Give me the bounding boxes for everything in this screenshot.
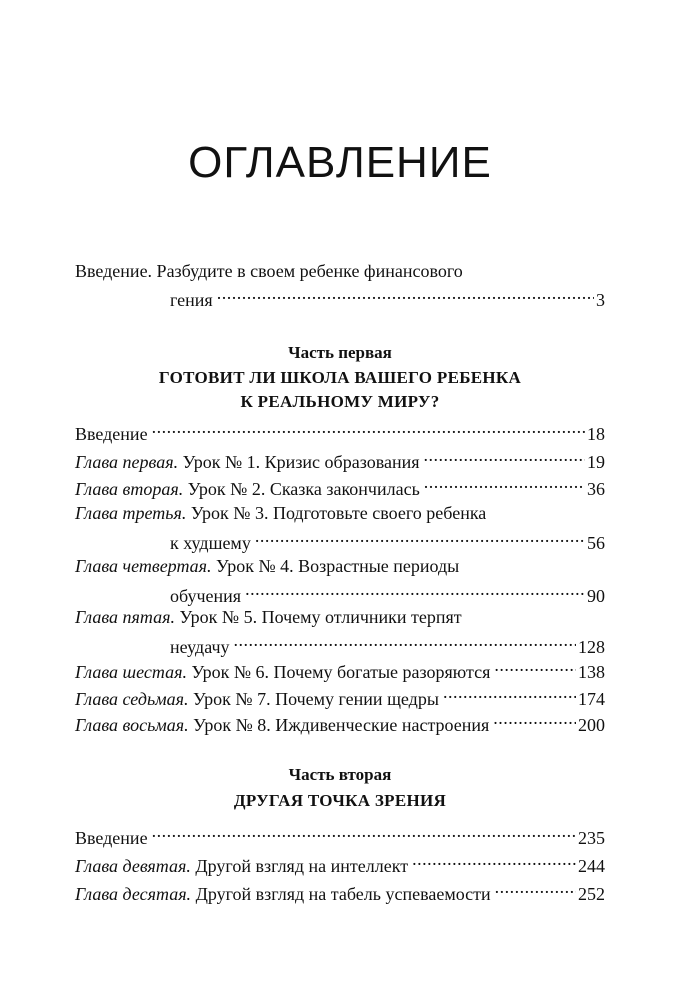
- toc-entry-continuation: [75, 527, 605, 553]
- toc-entry-text: Урок № 5. Почему отличники терпят: [175, 607, 462, 627]
- toc-page-number: 235: [578, 828, 605, 848]
- dot-leader: [424, 473, 585, 495]
- toc-entry-continuation: [75, 580, 605, 606]
- toc-chapter-label: Глава шестая.: [75, 662, 187, 682]
- toc-page-number: 19: [587, 452, 605, 472]
- toc-entry-text: Введение: [75, 828, 148, 848]
- dot-leader: [234, 631, 576, 653]
- toc-chapter-label: Глава пятая.: [75, 607, 175, 627]
- toc-entry-text: Урок № 2. Сказка закончилась: [183, 479, 420, 499]
- toc-entry: [75, 878, 605, 904]
- toc-entry: [75, 604, 605, 630]
- toc-entry: [75, 656, 605, 682]
- toc-entry-text: Урок № 3. Подготовьте своего ребенка: [186, 503, 487, 523]
- toc-entry-continuation: [75, 631, 605, 657]
- toc-entry-text: неудачу: [170, 637, 230, 657]
- toc-page-number: 244: [578, 856, 605, 876]
- toc-entry-text: Введение: [75, 424, 148, 444]
- toc-page-number: 56: [587, 533, 605, 553]
- toc-entry: [75, 473, 605, 499]
- dot-leader: [493, 709, 576, 731]
- dot-leader: [255, 527, 585, 549]
- toc-entry: [75, 446, 605, 472]
- toc-entry-intro-line2: [75, 284, 605, 310]
- toc-entry: [75, 709, 605, 735]
- toc-entry: [75, 500, 605, 526]
- part1-title-line1: ГОТОВИТ ЛИ ШКОЛА ВАШЕГО РЕБЕНКА: [158, 368, 522, 387]
- toc-chapter-label: Глава вторая.: [75, 479, 184, 499]
- toc-page-number: 128: [578, 637, 605, 657]
- toc-entry-text: Другой взгляд на табель успеваемости: [191, 884, 491, 904]
- toc-chapter-label: Глава четвертая.: [75, 556, 212, 576]
- toc-chapter-label: Глава третья.: [75, 503, 187, 523]
- part2-label: Часть вторая: [288, 765, 392, 784]
- toc-entry-text: к худшему: [170, 533, 251, 553]
- toc-entry-text: Урок № 8. Иждивенческие настроения: [188, 715, 490, 735]
- toc-entry-text: Урок № 4. Возрастные периоды: [211, 556, 460, 576]
- dot-leader: [152, 418, 585, 440]
- toc-page-number: 252: [578, 884, 605, 904]
- part1-label: Часть первая: [288, 343, 392, 362]
- toc-entry-text: Урок № 6. Почему богатые разоряются: [186, 662, 491, 682]
- toc-page-number: 90: [587, 586, 605, 606]
- dot-leader: [412, 850, 576, 872]
- toc-chapter-label: Глава первая.: [75, 452, 179, 472]
- toc-entry-intro-line1: [75, 258, 605, 284]
- toc-entry: [75, 418, 605, 444]
- part2-title-line1: ДРУГАЯ ТОЧКА ЗРЕНИЯ: [233, 791, 447, 810]
- toc-page-number: 138: [578, 662, 605, 682]
- toc-entry-text: гения: [170, 290, 213, 310]
- dot-leader: [495, 878, 576, 900]
- dot-leader: [217, 284, 594, 306]
- toc-page-number: 18: [587, 424, 605, 444]
- dot-leader: [424, 446, 586, 468]
- dot-leader: [152, 822, 576, 844]
- toc-entry-text: Урок № 1. Кризис образования: [178, 452, 420, 472]
- dot-leader: [443, 683, 576, 705]
- toc-entry-text: Введение. Разбудите в своем ребенке финансового: [75, 261, 463, 281]
- dot-leader: [245, 580, 585, 602]
- toc-entry-text: обучения: [170, 586, 242, 606]
- page-title: ОГЛАВЛЕНИЕ: [188, 138, 492, 187]
- toc-entry: [75, 553, 605, 579]
- toc-entry-text: Другой взгляд на интеллект: [190, 856, 409, 876]
- toc-entry: [75, 683, 605, 709]
- toc-chapter-label: Глава седьмая.: [75, 689, 189, 709]
- toc-page-number: 174: [578, 689, 605, 709]
- toc-chapter-label: Глава десятая.: [75, 884, 192, 904]
- part1-title-line2: К РЕАЛЬНОМУ МИРУ?: [240, 392, 440, 411]
- toc-page-number: 200: [578, 715, 605, 735]
- dot-leader: [494, 656, 576, 678]
- toc-entry-text: Урок № 7. Почему гении щедры: [188, 689, 439, 709]
- toc-entry: [75, 822, 605, 848]
- toc-page-number: 36: [587, 479, 605, 499]
- toc-chapter-label: Глава восьмая.: [75, 715, 189, 735]
- toc-entry: [75, 850, 605, 876]
- toc-page-number: 3: [596, 290, 605, 310]
- toc-chapter-label: Глава девятая.: [75, 856, 191, 876]
